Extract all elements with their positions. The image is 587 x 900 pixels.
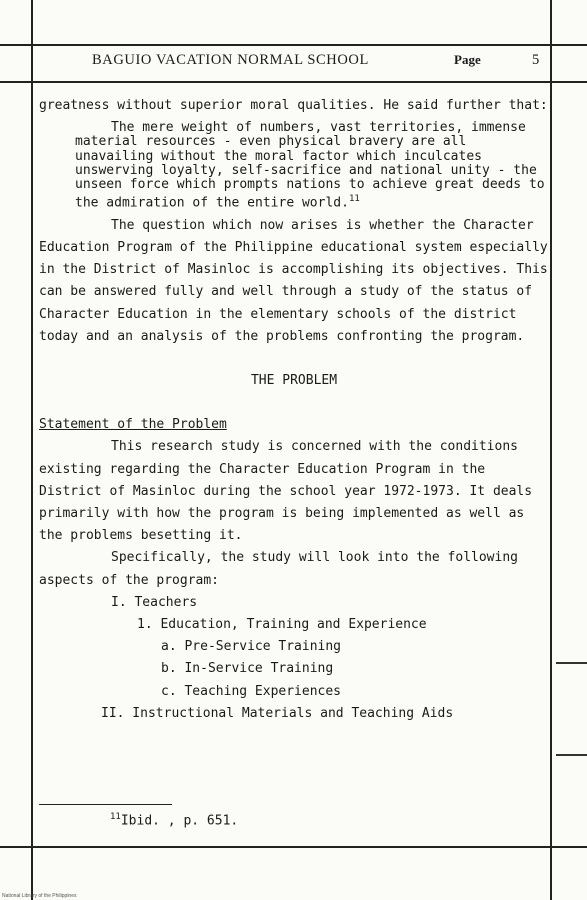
left-border-line (31, 0, 33, 900)
footnote-text: Ibid. , p. 651. (120, 813, 239, 829)
top-rule (0, 44, 587, 46)
paragraph-specifically: Specifically, the study will look into the following aspects of the program: (39, 550, 518, 588)
outline-item-teaching-experiences: c. Teaching Experiences (161, 683, 342, 699)
margin-tick-right-upper (556, 662, 587, 664)
header-rule (0, 81, 587, 83)
quote-footnote-ref: 11 (348, 194, 360, 205)
header-page-number: 5 (532, 52, 540, 68)
right-border-line (550, 0, 552, 900)
outline-item-teachers: I. Teachers (111, 594, 198, 610)
paragraph-statement: This research study is concerned with the conditions existing regarding the Character Education Program in the District of Masinloc during the school year 1972-1973. It deals primarily with how the program is being implemented as well as the problems besetting it. (39, 439, 533, 544)
outline-item-preservice: a. Pre-Service Training (161, 639, 342, 655)
footnote (110, 812, 238, 828)
block-quote-text: The mere weight of numbers, vast territories, immense material resources - even physical bravery are all unavailing without the moral factor which inculcates unswerving loyalty, self-sacrifice and national unity - the unseen force which prompts nations to achieve great deeds to the admiration of the entire world.$^{11}$ (75, 120, 545, 211)
paragraph-question: The question which now arises is whether the Character Education Program of the Philippine educational system especially in the District of Masinloc is accomplishing its objectives. This can be answered fully and well through a study of the status of Character Education in the elementary schools of the district today and an analysis of the problems confronting the program. (39, 217, 548, 344)
library-stamp: National Library of the Philippines (2, 893, 77, 899)
block-quote (75, 121, 549, 211)
margin-tick-right-lower (556, 754, 587, 756)
paragraph-intro: greatness without superior moral qualities. He said further that: (39, 98, 548, 113)
header-page-label: Page (454, 52, 481, 67)
header-title: BAGUIO VACATION NORMAL SCHOOL (92, 52, 369, 68)
footnote-rule (39, 804, 172, 805)
outline-item-education: 1. Education, Training and Experience (137, 617, 427, 632)
page-body (39, 95, 549, 725)
section-heading: THE PROBLEM (250, 372, 338, 388)
footnote-number: 11 (110, 812, 121, 822)
outline-item-materials: II. Instructional Materials and Teaching Aids (101, 705, 454, 721)
outline-item-inservice: b. In-Service Training (161, 661, 334, 677)
page-header (34, 52, 554, 74)
subheading: Statement of the Problem (39, 417, 227, 433)
bottom-rule (0, 846, 587, 848)
